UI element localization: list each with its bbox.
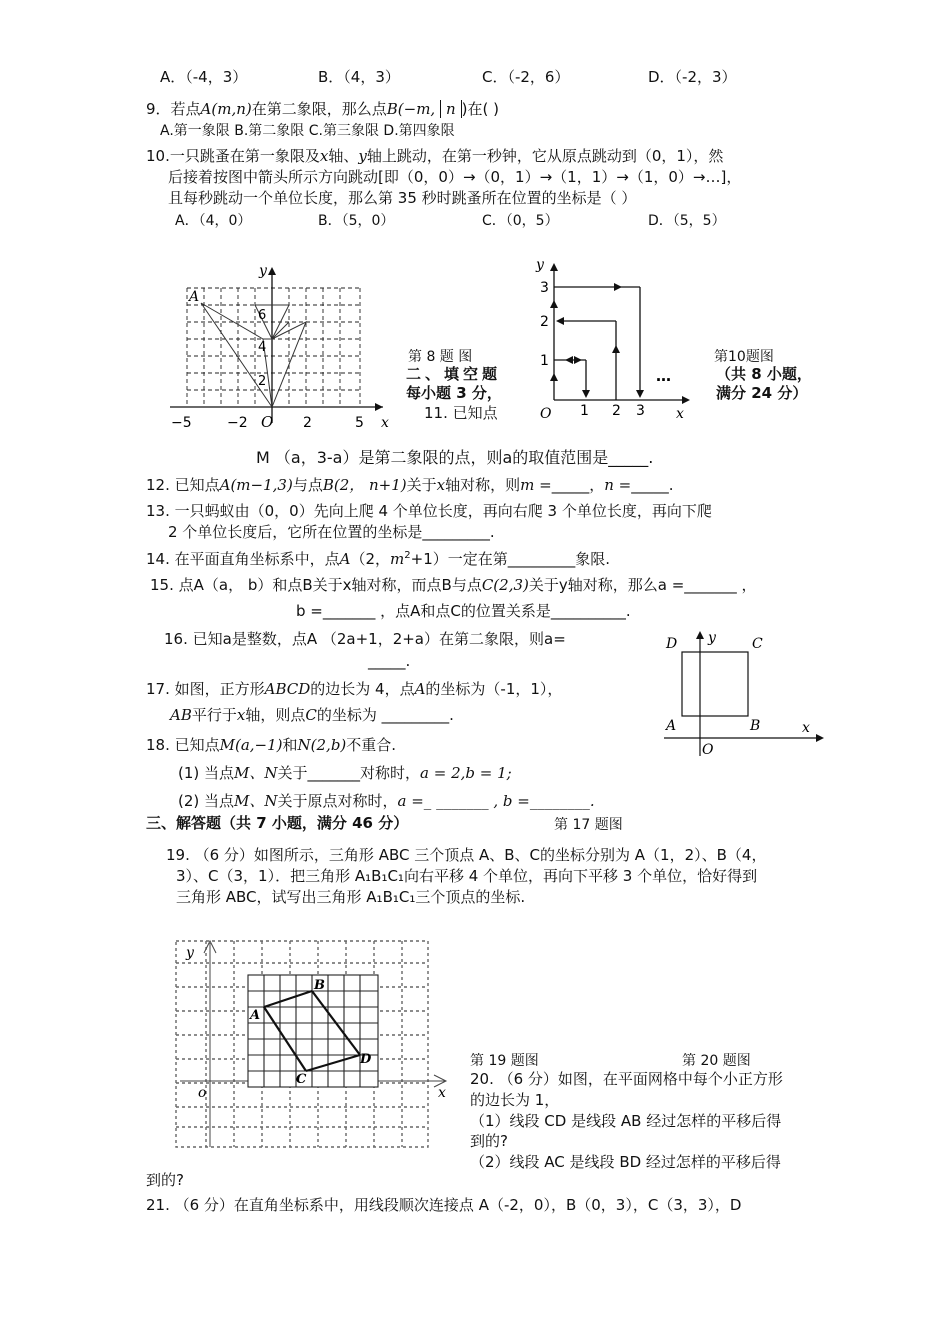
q19-line3: 三角形 ABC，试写出三角形 A₁B₁C₁三个顶点的坐标. (176, 888, 526, 906)
fig8-caption: 第 8 题 图 (408, 349, 473, 365)
fig17-label-a: A (666, 718, 677, 734)
q10-option-a: A．（4，0） (175, 213, 252, 229)
q14-sup: 2 (404, 550, 411, 561)
q12-text-b: 与点 (292, 476, 323, 494)
q8-option-b: B．（4，3） (318, 68, 400, 86)
q11-lead: 11. 已知点 (424, 404, 498, 422)
q17-text-e: 轴，则点 (245, 706, 306, 724)
fig20-label-d: D (360, 1052, 372, 1067)
q21-line1: 21. （6 分）在直角坐标系中，用线段顺次连接点 A（-2，0），B（0，3），C（3，3），D (146, 1196, 742, 1214)
fig10-origin: O (540, 406, 552, 422)
q9-stem (146, 98, 499, 119)
q18-text-c: 不重合. (346, 736, 397, 754)
q15-line2: b =_______ ，点A和点C的位置关系是__________. (296, 602, 631, 620)
q15-point-c: C(2,3) (481, 576, 529, 594)
q17-abcd: ABCD (264, 680, 311, 698)
q13-line1: 13. 一只蚂蚁由（0，0）先向上爬 4 个单位长度，再向右爬 3 个单位长度，再向下爬 (146, 502, 712, 520)
fig17-y-label: y (708, 630, 716, 646)
fig20-label-b: B (314, 978, 325, 993)
q9-text-a: 9．若点 (146, 100, 201, 118)
q18-text-b: 和 (282, 736, 298, 754)
fig8-tick-neg5: −5 (171, 415, 192, 431)
q18-sub2-mn: M、N (234, 792, 278, 810)
q11-text: M （a，3-a）是第二象限的点，则a的取值范围是_____. (256, 448, 654, 467)
q16-line2: _____. (368, 652, 411, 670)
q17-text-b: 的边长为 4，点 (310, 680, 415, 698)
q12-x: x (436, 476, 446, 494)
fig10-y-label: y (536, 257, 544, 273)
q12-text-d: 轴对称，则 (445, 476, 521, 494)
q12-text-c: 关于 (406, 476, 437, 494)
fig10-xtick-1: 1 (580, 403, 589, 419)
fig17-caption: 第 17 题图 (554, 817, 623, 833)
q18-sub1-b: 关于_______对称时， (277, 764, 421, 782)
fig20-caption: 第 20 题图 (682, 1053, 751, 1069)
q12-blank-n: _____. (631, 476, 674, 494)
q17-ab: AB (170, 706, 192, 724)
q12-m: m = (520, 476, 552, 494)
q10-option-d: D．（5，5） (648, 213, 726, 229)
q9-abs-n: n (440, 100, 462, 118)
section2-title: 二、填空题 (406, 365, 502, 383)
q20-line3: （1）线段 CD 是线段 AB 经过怎样的平移后得 (470, 1112, 782, 1130)
fig10-xtick-2: 2 (612, 403, 621, 419)
q18-sub2-b: 关于原点对称时， (277, 792, 398, 810)
fig8-tick-4: 4 (258, 340, 267, 355)
q9-text-c: )在( ) (461, 100, 499, 118)
q19-line1: 19. （6 分）如图所示，三角形 ABC 三个顶点 A、B、C的坐标分别为 A（1，2）、B（4， (166, 846, 767, 864)
fig8-x-label: x (381, 415, 389, 431)
q12-point-b: B(2， n+1) (322, 476, 407, 494)
fig20-label-c: C (296, 1072, 307, 1087)
q9-text-b: 在第二象限，那么点 (251, 100, 387, 118)
fig8-tick-neg2: −2 (227, 415, 248, 431)
fig17-graph (660, 628, 830, 758)
q14-text-a: 14. 在平面直角坐标系中，点 (146, 550, 340, 568)
q18-stem (146, 734, 396, 755)
q10-text-b: 轴、 (328, 147, 359, 165)
fig10-ytick-2: 2 (540, 314, 549, 330)
q15-text-b: 关于y轴对称，那么a =_______ ， (528, 576, 757, 594)
q17-point-a: A (414, 680, 426, 698)
q13-line2: 2 个单位长度后，它所在位置的坐标是_________. (168, 523, 495, 541)
q8-option-a: A．（-4，3） (160, 68, 248, 86)
q14-m: m (390, 550, 405, 568)
fig19-x-label: x (438, 1085, 446, 1101)
section2-title-b: 每小题 3 分， (406, 384, 502, 402)
fig19-caption: 第 19 题图 (470, 1053, 539, 1069)
q17-text-a: 17. 如图，正方形 (146, 680, 265, 698)
fig10-graph (528, 255, 708, 425)
fig8-point-a: A (189, 289, 200, 305)
q9-options: A.第一象限 B.第二象限 C.第三象限 D.第四象限 (160, 123, 455, 139)
q20-line1: 20. （6 分）如图，在平面网格中每个小正方形 (470, 1070, 783, 1088)
q14-point-a: A (339, 550, 351, 568)
q17-line2 (170, 704, 454, 725)
q12-point-a: A(m−1,3) (219, 476, 293, 494)
fig17-x-label: x (802, 720, 810, 736)
q10-x: x (319, 147, 329, 165)
q18-point-m: M(a,−1) (219, 736, 283, 754)
q10-line2: 后接着按图中箭头所示方向跳动[即（0，0）→（0，1）→（1，1）→（1，0）→…]， (168, 168, 742, 186)
q12-n: n = (604, 476, 632, 494)
q18-point-n: N(2,b) (297, 736, 347, 754)
fig17-origin: O (702, 742, 714, 758)
fig8-tick-x5: 5 (355, 415, 364, 431)
q14-text-c: +1）一定在第_________象限. (410, 550, 611, 568)
q19-line2: 3）、C（3，1）．把三角形 A₁B₁C₁向右平移 4 个单位，再向下平移 3 个单位，恰好得到 (176, 867, 758, 885)
fig8-tick-x2: 2 (303, 415, 312, 431)
fig17-label-b: B (750, 718, 761, 734)
q20-line6: 到的? (146, 1171, 184, 1189)
q12-blank-m: _____， (551, 476, 605, 494)
q18-sub1-c: a = 2,b = 1; (420, 764, 512, 782)
section3-title: 三、解答题（共 7 小题，满分 46 分） (146, 814, 409, 832)
q17-x: x (236, 706, 246, 724)
fig10-caption: 第10题图 (714, 349, 774, 365)
fig8-tick-6: 6 (258, 308, 267, 323)
fig19-y-label: y (186, 945, 194, 961)
fig19-graph (170, 935, 460, 1155)
section2-right-a: （共 8 小题， (716, 365, 812, 383)
q10-text-c: 轴上跳动，在第一秒钟，它从原点跳动到（0，1），然 (366, 147, 724, 165)
q10-y: y (358, 147, 367, 165)
q9-point-a: A(m,n) (200, 100, 252, 118)
q9-point-b: B(−m, (386, 100, 436, 118)
q17-line1 (146, 678, 562, 699)
q15-line1 (150, 574, 757, 595)
q18-text-a: 18. 已知点 (146, 736, 220, 754)
fig8-tick-2: 2 (258, 374, 267, 389)
q18-sub2-c: a =_ _______ , b =________. (397, 792, 595, 810)
fig10-ellipsis: … (656, 367, 671, 385)
q10-line1 (146, 145, 723, 166)
fig17-label-c: C (752, 636, 763, 652)
q18-sub1 (178, 762, 512, 783)
fig10-x-label: x (676, 406, 684, 422)
q17-text-f: 的坐标为 _________. (316, 706, 454, 724)
q10-line3: 且每秒跳动一个单位长度，那么第 35 秒时跳蚤所在位置的坐标是（ ） (168, 189, 637, 207)
q10-text-a: 10.一只跳蚤在第一象限及 (146, 147, 320, 165)
q12-text-a: 12. 已知点 (146, 476, 220, 494)
fig10-ytick-3: 3 (540, 280, 549, 296)
section2-right-b: 满分 24 分） (716, 384, 808, 402)
fig10-ytick-1: 1 (540, 353, 549, 369)
q18-sub1-a: (1) 当点 (178, 764, 235, 782)
q18-sub2 (178, 790, 595, 811)
q17-text-c: 的坐标为（-1，1）， (425, 680, 563, 698)
q17-text-d: 平行于 (191, 706, 237, 724)
fig8-y-label: y (259, 263, 267, 279)
q18-sub1-mn: M、N (234, 764, 278, 782)
q20-line2: 的边长为 1， (470, 1091, 560, 1109)
q20-line4: 到的? (470, 1132, 508, 1150)
q14 (146, 548, 610, 569)
q20-line5: （2）线段 AC 是线段 BD 经过怎样的平移后得 (470, 1153, 781, 1171)
fig10-xtick-3: 3 (636, 403, 645, 419)
q14-text-b: （2， (350, 550, 391, 568)
q17-point-c: C (305, 706, 317, 724)
q10-option-c: C．（0，5） (482, 213, 559, 229)
q12 (146, 474, 674, 495)
fig20-label-a: A (250, 1008, 261, 1023)
q15-text-a: 15. 点A（a， b）和点B关于x轴对称，而点B与点 (150, 576, 482, 594)
fig17-label-d: D (666, 636, 678, 652)
q18-sub2-a: (2) 当点 (178, 792, 235, 810)
q16-line1: 16. 已知a是整数，点A （2a+1，2+a）在第二象限，则a= (164, 630, 566, 648)
q10-option-b: B．（5，0） (318, 213, 395, 229)
fig8-graph (165, 255, 395, 435)
q8-option-c: C．（-2，6） (482, 68, 570, 86)
fig19-origin: o (198, 1085, 207, 1101)
q8-option-d: D．（-2，3） (648, 68, 737, 86)
fig8-origin: O (261, 413, 274, 431)
